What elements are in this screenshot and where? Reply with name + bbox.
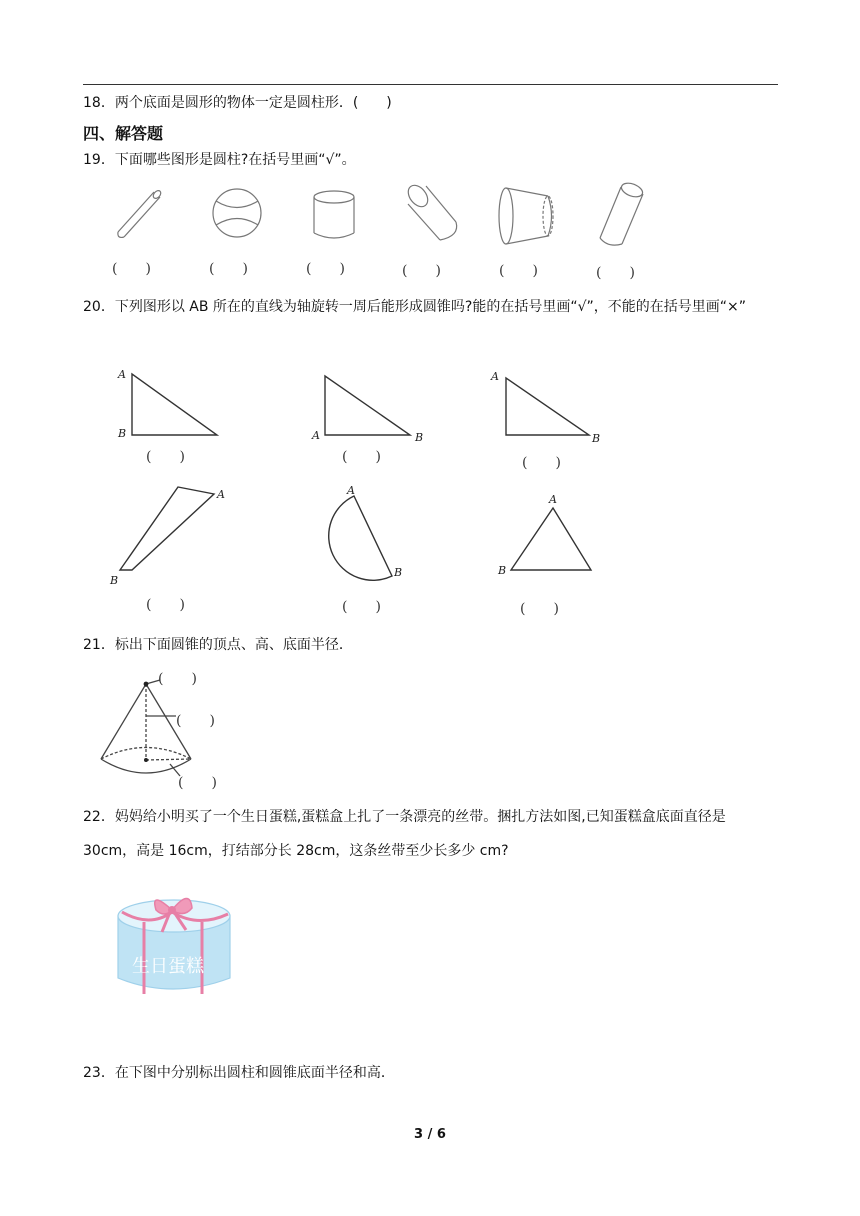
q20-blank-1[interactable]: ( ) (146, 449, 185, 465)
q21-blank-radius[interactable]: ( ) (178, 775, 217, 791)
tilted-disk-icon (398, 180, 462, 248)
ball-icon (207, 184, 267, 244)
svg-text:A: A (549, 493, 557, 506)
q19-figure-6 (594, 180, 654, 248)
q19-figure-4 (398, 180, 462, 248)
svg-text:B: B (592, 432, 601, 444)
right-triangle-vertical-ab (112, 364, 232, 444)
q19-blank-4[interactable]: ( ) (402, 263, 441, 279)
q19-blank-3[interactable]: ( ) (306, 261, 345, 277)
q19-figure-5 (496, 182, 558, 248)
q20-blank-5[interactable]: ( ) (342, 599, 381, 615)
question-21: 21．标出下面圆锥的顶点、高、底面半径． (83, 637, 353, 653)
header-rule (83, 84, 778, 85)
svg-text:B: B (110, 574, 119, 587)
q20-blank-3[interactable]: ( ) (522, 455, 561, 471)
q20-shape-4 (106, 484, 236, 590)
slanted-cylinder-icon (594, 180, 654, 248)
q19-blank-1[interactable]: ( ) (112, 261, 151, 277)
question-19: 19．下面哪些图形是圆柱?在括号里画“√”。 (83, 152, 356, 168)
q19-figure-3 (305, 184, 365, 244)
q20-shape-5 (322, 480, 422, 584)
q20-shape-6 (494, 490, 606, 582)
question-20: 20．下列图形以 AB 所在的直线为轴旋转一周后能形成圆锥吗?能的在括号里画“√”，不能的在括号里画“×” (83, 299, 746, 315)
question-23: 23．在下图中分别标出圆柱和圆锥底面半径和高． (83, 1065, 395, 1081)
q20-blank-2[interactable]: ( ) (342, 449, 381, 465)
question-22: 22．妈妈给小明买了一个生日蛋糕,蛋糕盒上扎了一条漂亮的丝带。捆扎方法如图,已知蛋糕盒底面直径是 30cm，高是 16cm，打结部分长 28cm，这条丝带至少长多少 cm? (83, 809, 726, 859)
semicircle-shape (322, 480, 422, 584)
cylinder-icon (305, 184, 365, 244)
svg-text:B: B (415, 431, 424, 444)
q19-blank-5[interactable]: ( ) (499, 263, 538, 279)
frustum-icon (496, 182, 558, 248)
svg-text:A: A (347, 484, 355, 497)
q19-figure-2 (207, 184, 267, 244)
q20-blank-4[interactable]: ( ) (146, 597, 185, 613)
q20-shape-3 (488, 364, 613, 444)
svg-text:B: B (394, 566, 403, 579)
q20-shape-2 (308, 364, 433, 444)
svg-text:A: A (491, 370, 499, 383)
q19-blank-2[interactable]: ( ) (209, 261, 248, 277)
q20-blank-6[interactable]: ( ) (520, 601, 559, 617)
q20-shape-1 (112, 364, 232, 444)
svg-text:A: A (312, 429, 320, 442)
svg-text:B: B (498, 564, 507, 577)
q21-blank-height[interactable]: ( ) (176, 713, 215, 729)
svg-text:生日蛋糕: 生日蛋糕 (132, 956, 204, 977)
question-18: 18．两个底面是圆形的物体一定是圆柱形．( ) (83, 95, 392, 111)
q19-figure-1 (108, 184, 168, 244)
svg-text:B: B (118, 427, 127, 440)
svg-text:A: A (217, 488, 225, 501)
slanted-rod-icon (108, 184, 168, 244)
svg-text:A: A (118, 368, 126, 381)
q19-blank-6[interactable]: ( ) (596, 265, 635, 281)
q22-cake-figure (110, 888, 250, 1000)
page-number: 3 / 6 (414, 1127, 446, 1142)
q21-blank-vertex[interactable]: ( ) (158, 671, 197, 687)
cake-box-icon (110, 888, 250, 1000)
triangle-shape (494, 490, 606, 582)
parallelogram-shape (106, 484, 236, 590)
section-title: 四、解答题 (83, 124, 164, 143)
right-triangle-hypotenuse-ab (488, 364, 613, 444)
right-triangle-horizontal-ab (308, 364, 433, 444)
